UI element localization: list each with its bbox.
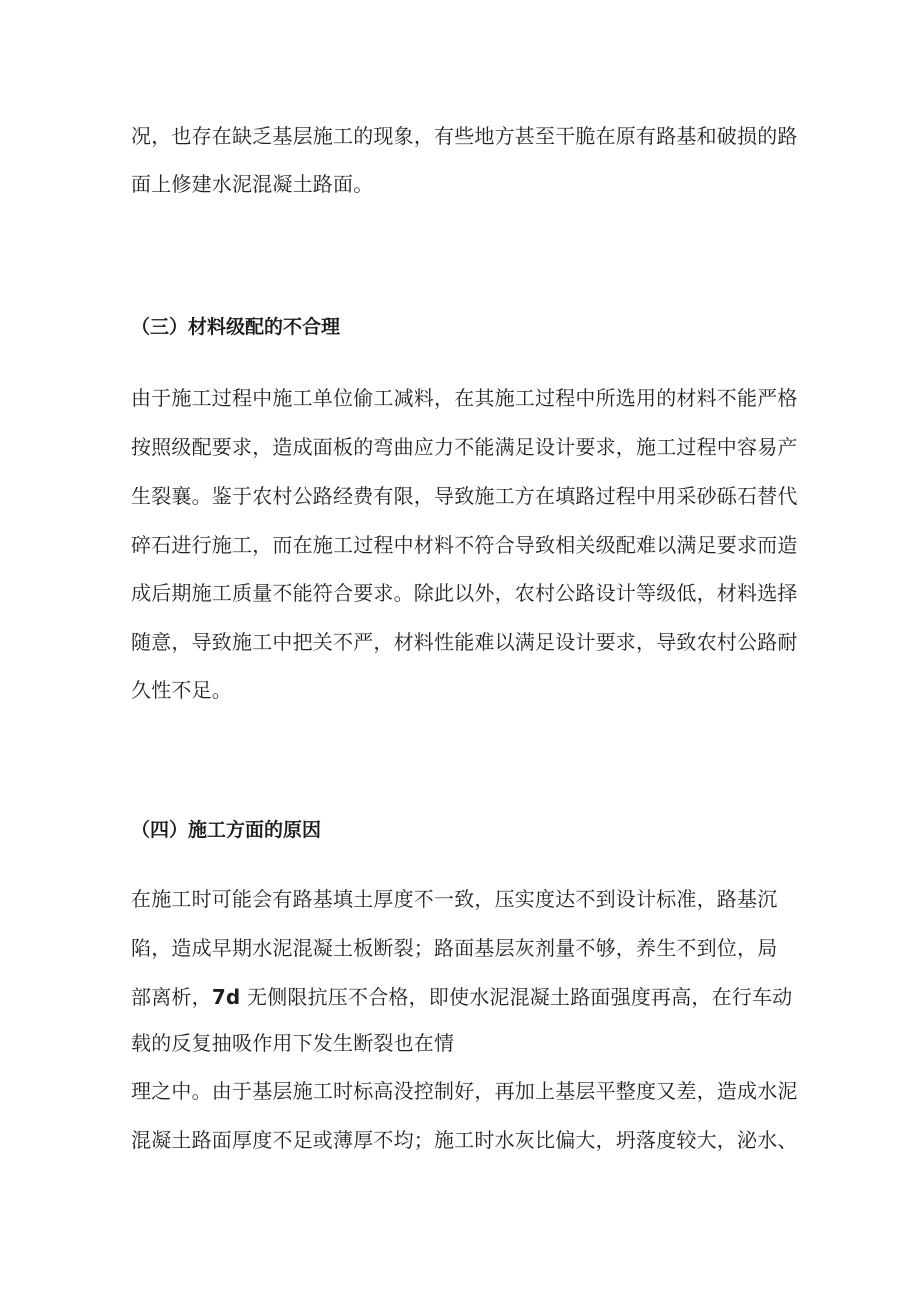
paragraph-line: 在施工时可能会有路基填土厚度不一致，压实度达不到设计标准，路基沉 — [131, 887, 778, 911]
line-text: 部离析， — [131, 985, 212, 1009]
paragraph-line: 碎石进行施工，而在施工过程中材料不符合导致相关级配难以满足要求而造 — [131, 533, 798, 557]
line-text: 无侧限抗压不合格，即使水泥混凝土路面强度再高，在行车动 — [240, 985, 793, 1009]
paragraph-line: 面上修建水泥混凝土路面。 — [131, 172, 374, 196]
section-heading-3: （三）材料级配的不合理 — [131, 316, 341, 338]
paragraph-line: 混凝土路面厚度不足或薄厚不均；施工时水灰比偏大，坍落度较大，泌水、 — [131, 1128, 798, 1152]
bold-term: 7d — [211, 985, 241, 1009]
paragraph-line: 陷，造成早期水泥混凝土板断裂；路面基层灰剂量不够，养生不到位，局 — [131, 936, 778, 960]
paragraph-line: 久性不足。 — [131, 678, 232, 702]
paragraph-line — [131, 983, 792, 1011]
paragraph-line: 载的反复抽吸作用下发生断裂也在情 — [131, 1031, 455, 1055]
paragraph-line: 由于施工过程中施工单位偷工减料，在其施工过程中所选用的材料不能严格 — [131, 386, 798, 410]
paragraph-line: 理之中。由于基层施工时标高没控制好，再加上基层平整度又差，造成水泥 — [131, 1079, 798, 1103]
paragraph-line: 况，也存在缺乏基层施工的现象，有些地方甚至干脆在原有路基和破损的路 — [131, 124, 798, 148]
paragraph-line: 成后期施工质量不能符合要求。除此以外，农村公路设计等级低，材料选择 — [131, 581, 798, 605]
paragraph-line: 生裂襄。鉴于农村公路经费有限，导致施工方在填路过程中用采砂砾石替代 — [131, 484, 798, 508]
section-heading-4: （四）施工方面的原因 — [131, 819, 322, 841]
paragraph-line: 随意，导致施工中把关不严，材料性能难以满足设计要求，导致农村公路耐 — [131, 630, 798, 654]
paragraph-line: 按照级配要求，造成面板的弯曲应力不能满足设计要求，施工过程中容易产 — [131, 435, 798, 459]
